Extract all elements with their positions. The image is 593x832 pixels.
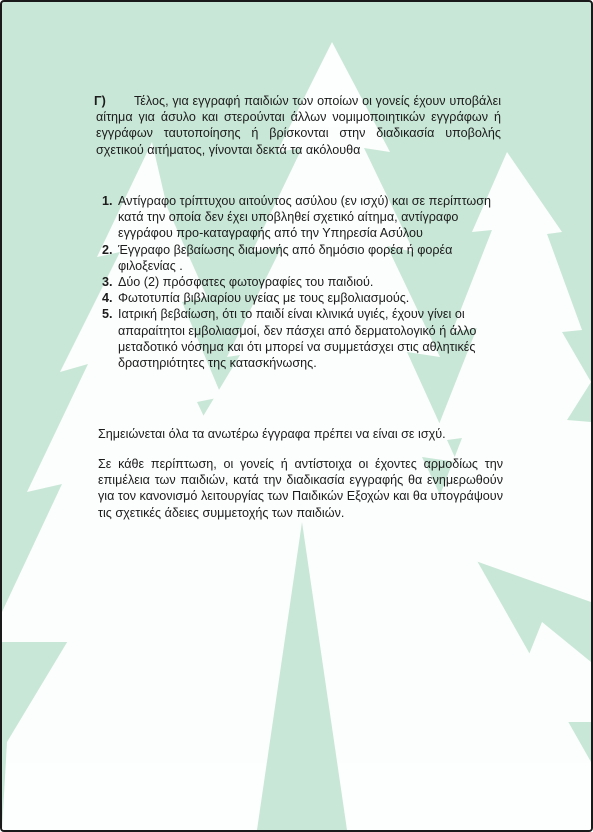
intro-paragraph xyxy=(96,93,501,158)
list-item-number: 3. xyxy=(102,275,113,290)
required-documents-list xyxy=(100,193,503,371)
parents-note: Σε κάθε περίπτωση, οι γονείς ή αντίστοιχα οι έχοντες αρμοδίως την επιμέλεια των παιδιών, κατά την διαδικασία εγγραφής θα ενημερωθούν για τον κανονισμό λειτουργίας των Παιδικών Εξοχών και θα υπογράψουν τις σχετικές άδειες συμμετοχής των παιδιών. xyxy=(98,457,503,520)
list-item xyxy=(100,306,503,371)
list-item-text: Δύο (2) πρόσφατες φωτογραφίες του παιδιού. xyxy=(118,275,374,290)
list-item xyxy=(100,274,503,290)
list-item xyxy=(100,242,503,274)
list-item-text: Έγγραφο βεβαίωσης διαμονής από δημόσιο φορέα ή φορέα φιλοξενίας . xyxy=(118,242,453,273)
list-item-text: Φωτοτυπία βιβλιαρίου υγείας με τους εμβολιασμούς. xyxy=(118,291,410,306)
list-item xyxy=(100,193,503,242)
list-item-number: 4. xyxy=(102,291,113,306)
list-item-number: 5. xyxy=(102,307,113,322)
validity-note: Σημειώνεται όλα τα ανωτέρω έγγραφα πρέπει να είναι σε ισχύ. xyxy=(98,427,446,441)
list-item-text: Αντίγραφο τρίπτυχου αιτούντος ασύλου (εν ισχύ) και σε περίπτωση κατά την οποία δεν έχει υποβληθεί σχετικό αίτημα, αντίγραφο εγγράφου προ-καταγραφής από την Υπηρεσία Ασύλου xyxy=(118,194,492,241)
intro-text: Τέλος, για εγγραφή παιδιών των οποίων οι γονείς έχουν υποβάλει αίτημα για άσυλο και στερούνται άλλων νομιμοποιητικών εγγράφων ή εγγράφων ταυτοποίησης ή βρίσκονται στην διαδικασία υποβολής σχετικού αιτήματος, γίνονται δεκτά τα ακόλουθα xyxy=(96,94,501,157)
list-item-text: Ιατρική βεβαίωση, ότι το παιδί είναι κλινικά υγιές, έχουν γίνει οι απαραίτητοι εμβολιασμοί, δεν πάσχει από δερματολογικό ή άλλο μεταδοτικό νόσημα και ότι μπορεί να συμμετάσχει στις αθλητικές δραστηριότητες της κατασκήνωσης. xyxy=(118,307,477,371)
list-item-number: 1. xyxy=(102,194,113,208)
list-item-number: 2. xyxy=(102,242,113,257)
document-body xyxy=(2,2,591,830)
section-marker: Γ) xyxy=(94,94,106,108)
list-item xyxy=(100,290,503,306)
